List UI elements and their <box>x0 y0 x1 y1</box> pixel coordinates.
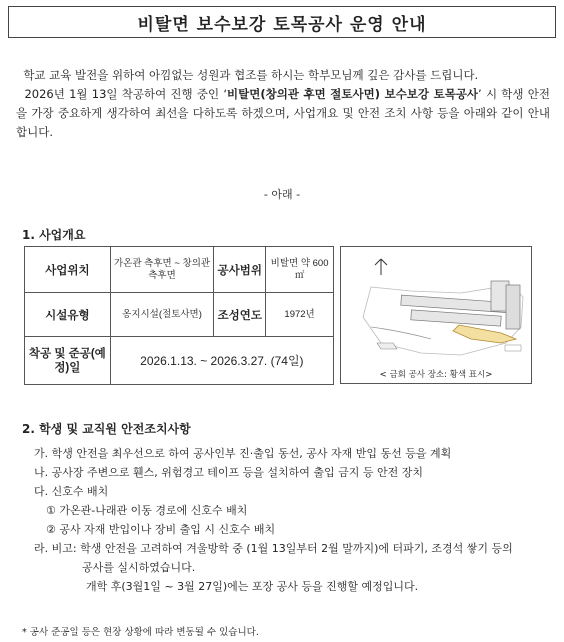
site-map <box>340 246 532 384</box>
note-line: 공사를 실시하였습니다. <box>82 561 196 574</box>
site-map-drawing <box>341 247 531 383</box>
intro-paragraph-2: 2026년 1월 13일 착공하여 진행 중인 ‘비탈면(창의관 후면 절토사면) 보수보강 토목공사’ 시 학생 안전을 가장 중요하게 생각하여 최선을 다하도록 하겠으며, 사업개요 및 안전 조치 사항 등을 아래와 같이 안내합니다. <box>16 87 550 139</box>
table-row <box>25 337 334 385</box>
north-arrow-icon <box>375 259 387 275</box>
section-2-title: 2. 학생 및 교직원 안전조치사항 <box>22 422 191 436</box>
facility-type-value: 옹지시설(절토사면) <box>110 293 214 337</box>
table-row <box>25 247 334 293</box>
list-subitem: ② 공사 자재 반입이나 장비 출입 시 신호수 배치 <box>46 523 276 536</box>
intro-paragraph-1: 학교 교육 발전을 위하여 아낌없는 성원과 협조를 하시는 학부모님께 깊은 감사를 드립니다. <box>23 68 479 82</box>
period-label: 착공 및 준공(예정)일 <box>25 337 111 385</box>
map-caption: < 금회 공사 장소: 황색 표시> <box>379 370 493 380</box>
built-year-label: 조성연도 <box>214 293 266 337</box>
list-item: 다. 신호수 배치 <box>34 485 109 498</box>
list-item: 가. 학생 안전을 최우선으로 하여 공사인부 진·출입 동선, 공사 자재 반입 동선 등을 계획 <box>34 447 452 460</box>
project-overview-table <box>24 246 334 385</box>
period-value: 2026.1.13. ~ 2026.3.27. (74일) <box>110 337 333 385</box>
list-item: 나. 공사장 주변으로 휀스, 위험경고 테이프 등을 설치하여 출입 금지 등 안전 장치 <box>34 466 423 479</box>
list-subitem: ① 가온관-나래관 이동 경로에 신호수 배치 <box>46 504 248 517</box>
location-label: 사업위치 <box>25 247 111 293</box>
location-value: 가온관 측후면 ~ 창의관 측후면 <box>110 247 214 293</box>
safety-measures-list <box>34 444 513 596</box>
footnote: * 공사 준공일 등은 현장 상황에 따라 변동될 수 있습니다. <box>22 627 259 638</box>
intro-text <box>16 66 550 142</box>
document-title: 비탈면 보수보강 토목공사 운영 안내 <box>8 6 556 38</box>
scope-label: 공사범위 <box>214 247 266 293</box>
project-name: 비탈면(창의관 후면 절토사면) 보수보강 토목공사 <box>227 87 479 101</box>
table-row <box>25 293 334 337</box>
built-year-value: 1972년 <box>266 293 334 337</box>
separator-label: - 아래 - <box>263 188 301 201</box>
note-line: 라. 비고: 학생 안전을 고려하여 겨울방학 중 (1월 13일부터 2월 말까지)에 터파기, 조경석 쌓기 등의 <box>34 542 513 555</box>
facility-type-label: 시설유형 <box>25 293 111 337</box>
section-1-title: 1. 사업개요 <box>22 228 86 242</box>
scope-value: 비탈면 약 600㎡ <box>266 247 334 293</box>
note-line: 개학 후(3월1일 ~ 3월 27일)에는 포장 공사 등을 진행할 예정입니다. <box>86 580 419 593</box>
